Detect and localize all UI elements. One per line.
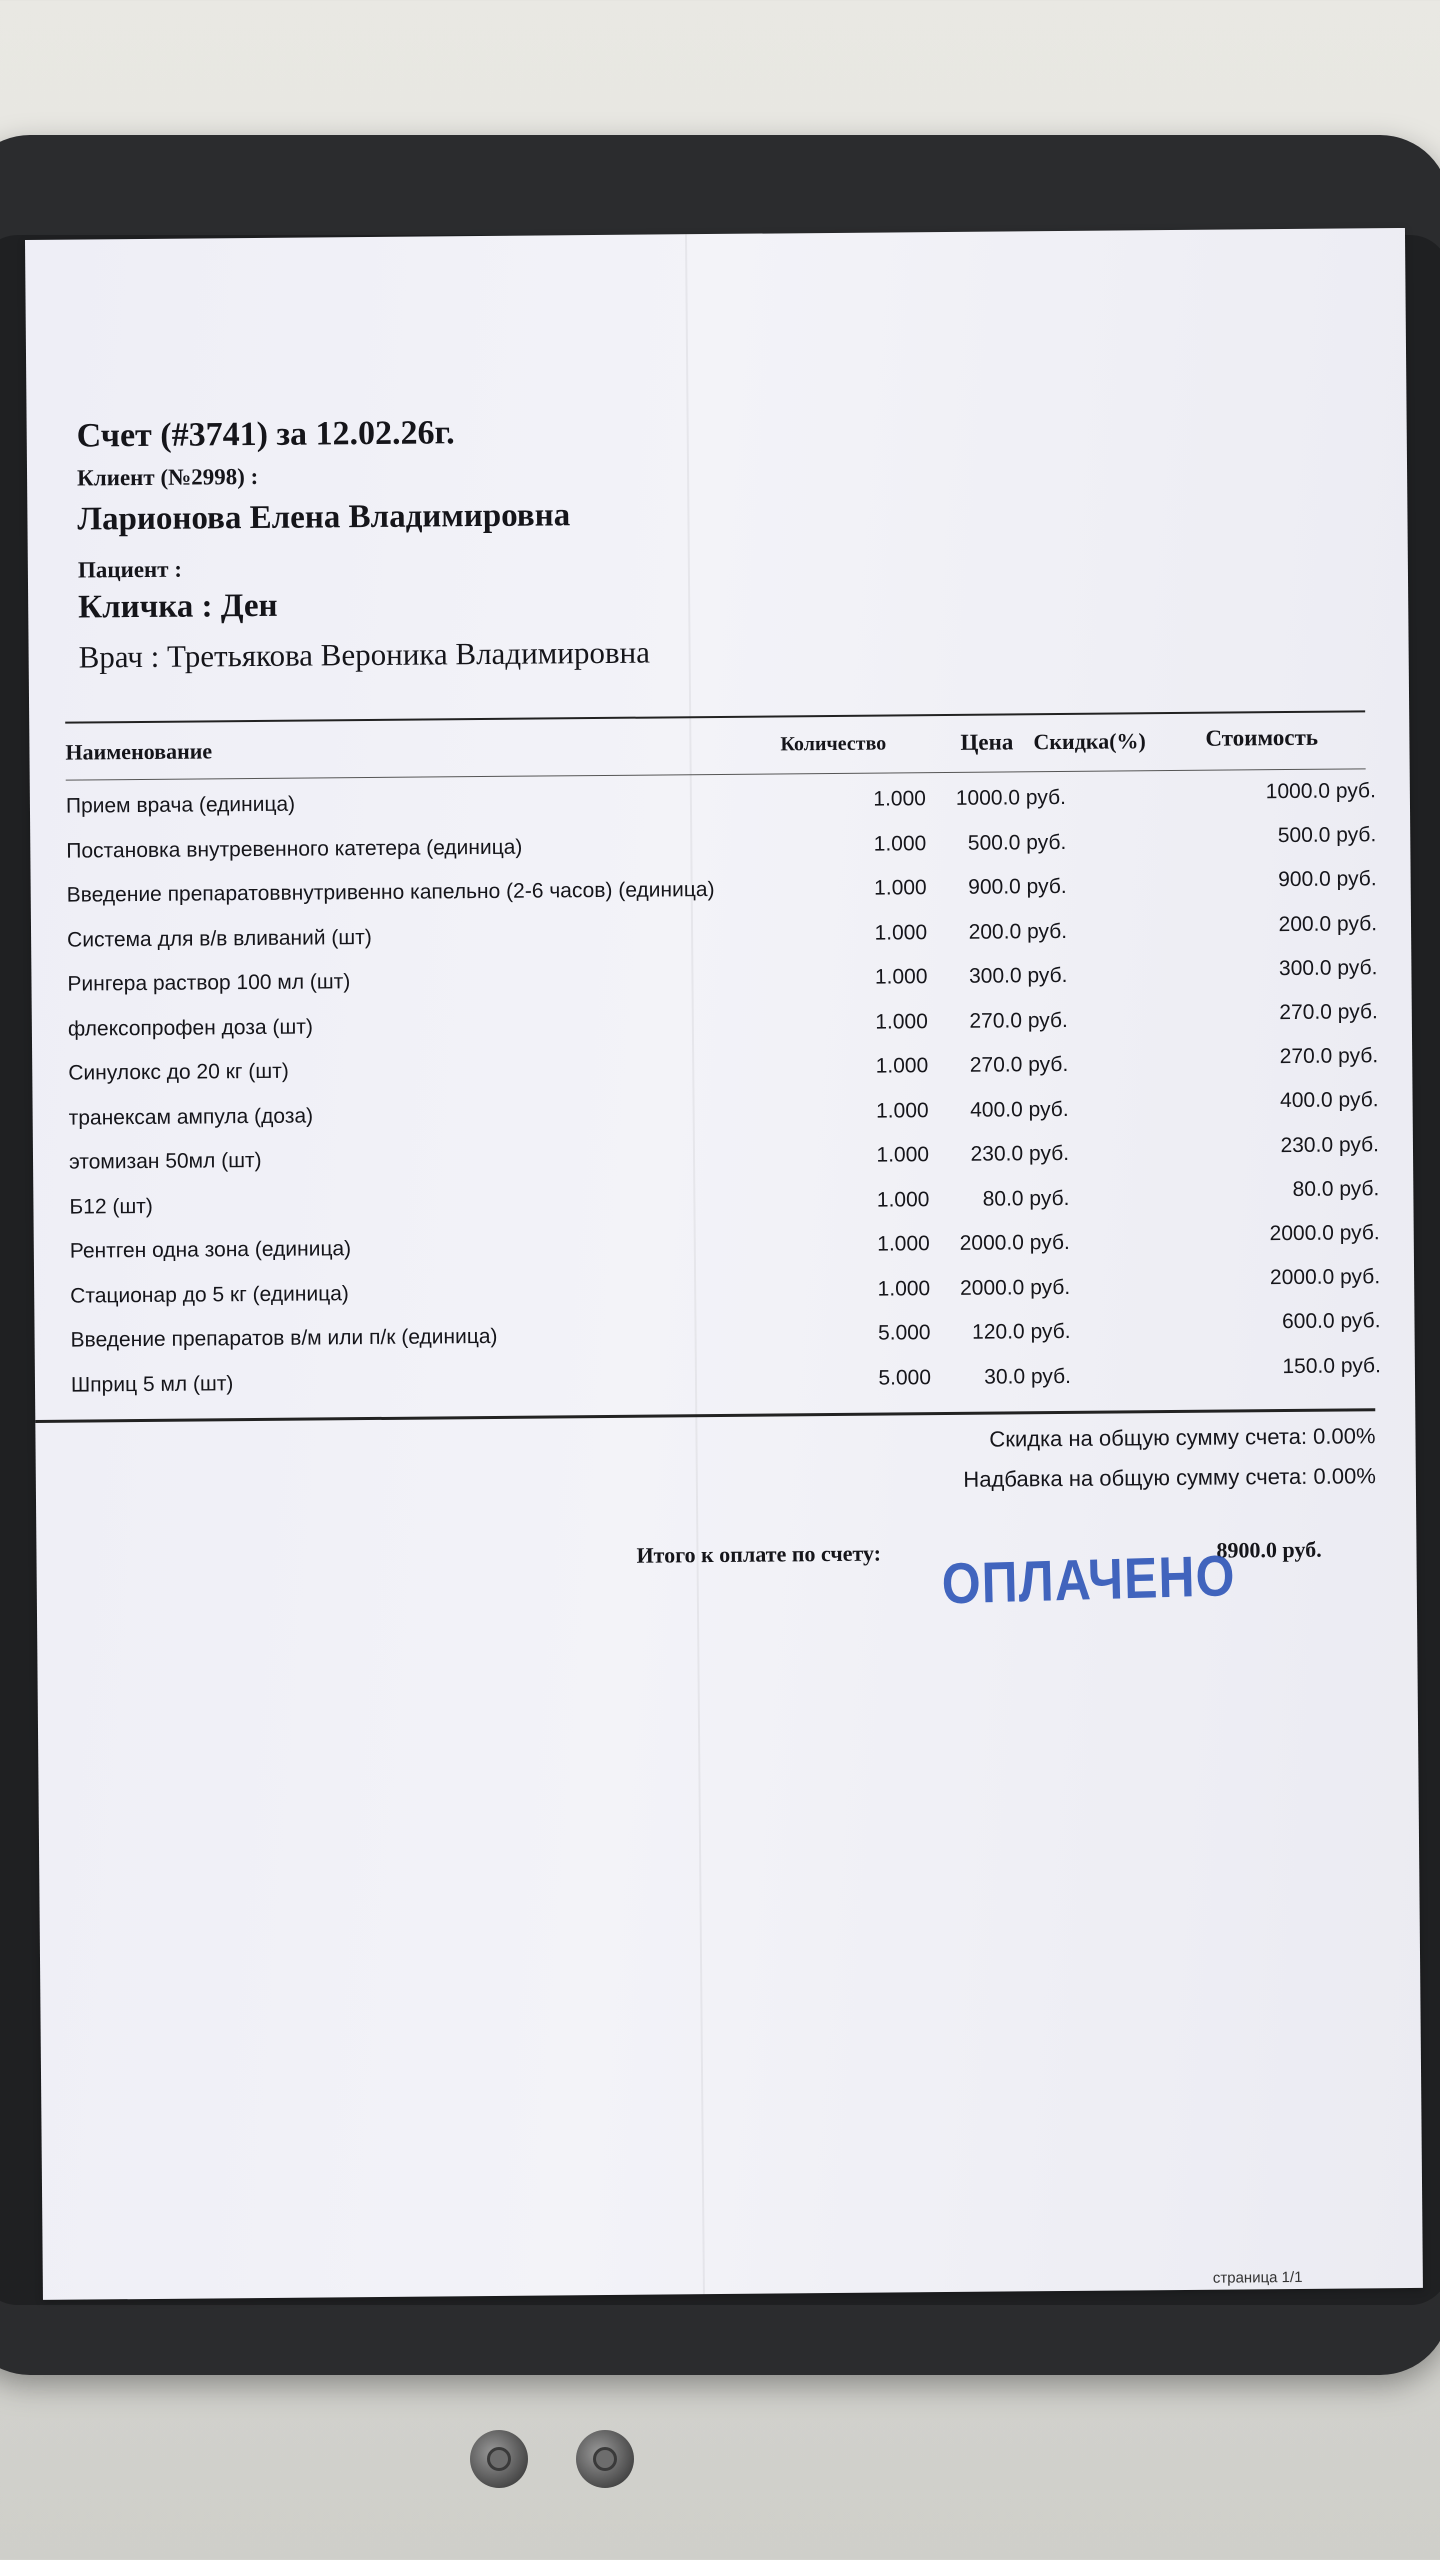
row-price: 270.0 руб. — [969, 1008, 1068, 1033]
header-price: Цена — [960, 729, 1014, 755]
client-label: Клиент (№2998) : — [76, 463, 259, 491]
row-qty: 1.000 — [875, 1054, 929, 1078]
page-number: страница 1/1 — [1212, 2268, 1303, 2287]
row-name: флексопрофен доза (шт) — [67, 1015, 313, 1041]
row-price: 2000.0 руб. — [959, 1275, 1071, 1300]
discount-line: Скидка на общую сумму счета: 0.00% — [989, 1423, 1376, 1452]
header-qty: Количество — [780, 732, 887, 756]
row-qty: 1.000 — [875, 1009, 928, 1034]
row-qty: 5.000 — [878, 1365, 932, 1390]
row-qty: 1.000 — [873, 787, 927, 811]
screw-left — [470, 2430, 528, 2488]
row-price: 900.0 руб. — [968, 874, 1067, 899]
row-cost: 270.0 руб. — [1279, 1044, 1379, 1069]
total-value: 8900.0 руб. — [1216, 1536, 1322, 1563]
row-cost: 2000.0 руб. — [1269, 1265, 1381, 1290]
row-qty: 1.000 — [876, 1143, 930, 1167]
row-cost: 230.0 руб. — [1280, 1132, 1380, 1157]
row-qty: 1.000 — [877, 1276, 931, 1301]
row-cost: 600.0 руб. — [1281, 1309, 1381, 1334]
table-top-rule — [65, 710, 1365, 723]
row-price: 270.0 руб. — [969, 1052, 1069, 1077]
row-cost: 200.0 руб. — [1278, 911, 1378, 936]
row-price: 2000.0 руб. — [959, 1230, 1070, 1255]
row-cost: 2000.0 руб. — [1269, 1221, 1380, 1246]
row-price: 1000.0 руб. — [955, 785, 1067, 810]
pet-name: Кличка : Ден — [78, 587, 278, 626]
header-discount: Скидка(%) — [1033, 728, 1146, 755]
paid-stamp: ОПЛАЧЕНО — [941, 1543, 1237, 1617]
row-qty: 1.000 — [876, 1187, 930, 1212]
row-price: 300.0 руб. — [968, 963, 1068, 988]
row-cost: 80.0 руб. — [1292, 1177, 1380, 1201]
row-qty: 1.000 — [874, 876, 927, 900]
row-name: Система для в/в вливаний (шт) — [67, 925, 372, 952]
row-name: Синулокс до 20 кг (шт) — [68, 1059, 289, 1085]
row-cost: 150.0 руб. — [1282, 1353, 1381, 1378]
row-price: 200.0 руб. — [968, 919, 1068, 944]
row-name: Стационар до 5 кг (единица) — [70, 1281, 349, 1308]
invoice-title: Счет (#3741) за 12.02.26г. — [76, 414, 455, 455]
row-name: Постановка внутревенного катетера (единица) — [66, 835, 523, 863]
row-cost: 1000.0 руб. — [1265, 779, 1376, 804]
row-price: 500.0 руб. — [967, 830, 1067, 855]
row-qty: 1.000 — [873, 831, 927, 856]
row-price: 230.0 руб. — [970, 1141, 1070, 1166]
invoice-paper — [25, 228, 1423, 2300]
row-price: 120.0 руб. — [972, 1319, 1071, 1344]
row-name: этомизан 50мл (шт) — [68, 1148, 262, 1174]
row-cost: 900.0 руб. — [1278, 867, 1377, 892]
row-name: Рингера раствор 100 мл (шт) — [67, 970, 351, 996]
row-qty: 1.000 — [875, 1098, 929, 1123]
header-cost: Стоимость — [1205, 724, 1319, 751]
table-header — [65, 724, 1365, 783]
client-name: Ларионова Елена Владимировна — [77, 497, 571, 538]
row-name: Введение препаратов в/м или п/к (единица) — [70, 1324, 498, 1352]
row-name: Рентген одна зона (единица) — [69, 1237, 352, 1263]
row-price: 30.0 руб. — [984, 1364, 1072, 1389]
screw-right — [576, 2430, 634, 2488]
row-qty: 1.000 — [877, 1232, 930, 1256]
header-name: Наименование — [65, 738, 213, 765]
doctor-name: Врач : Третьякова Вероника Владимировна — [78, 634, 651, 675]
row-name: Шприц 5 мл (шт) — [70, 1371, 234, 1397]
row-name: Введение препаратоввнутривенно капельно (2-6 часов) (единица) — [66, 878, 715, 907]
row-cost: 270.0 руб. — [1279, 1000, 1378, 1025]
row-name: транексам ампула (доза) — [68, 1104, 314, 1130]
row-cost: 300.0 руб. — [1278, 956, 1378, 980]
row-price: 80.0 руб. — [982, 1186, 1070, 1211]
row-qty: 1.000 — [874, 920, 928, 945]
row-qty: 1.000 — [874, 965, 928, 989]
row-price: 400.0 руб. — [970, 1097, 1069, 1122]
row-qty: 5.000 — [877, 1321, 931, 1345]
row-name: Б12 (шт) — [69, 1194, 153, 1219]
row-cost: 500.0 руб. — [1277, 823, 1377, 848]
patient-label: Пациент : — [77, 556, 183, 583]
row-cost: 400.0 руб. — [1280, 1088, 1379, 1113]
total-label: Итого к оплате по счету: — [636, 1540, 882, 1568]
markup-line: Надбавка на общую сумму счета: 0.00% — [963, 1463, 1376, 1492]
row-name: Прием врача (единица) — [65, 792, 296, 818]
